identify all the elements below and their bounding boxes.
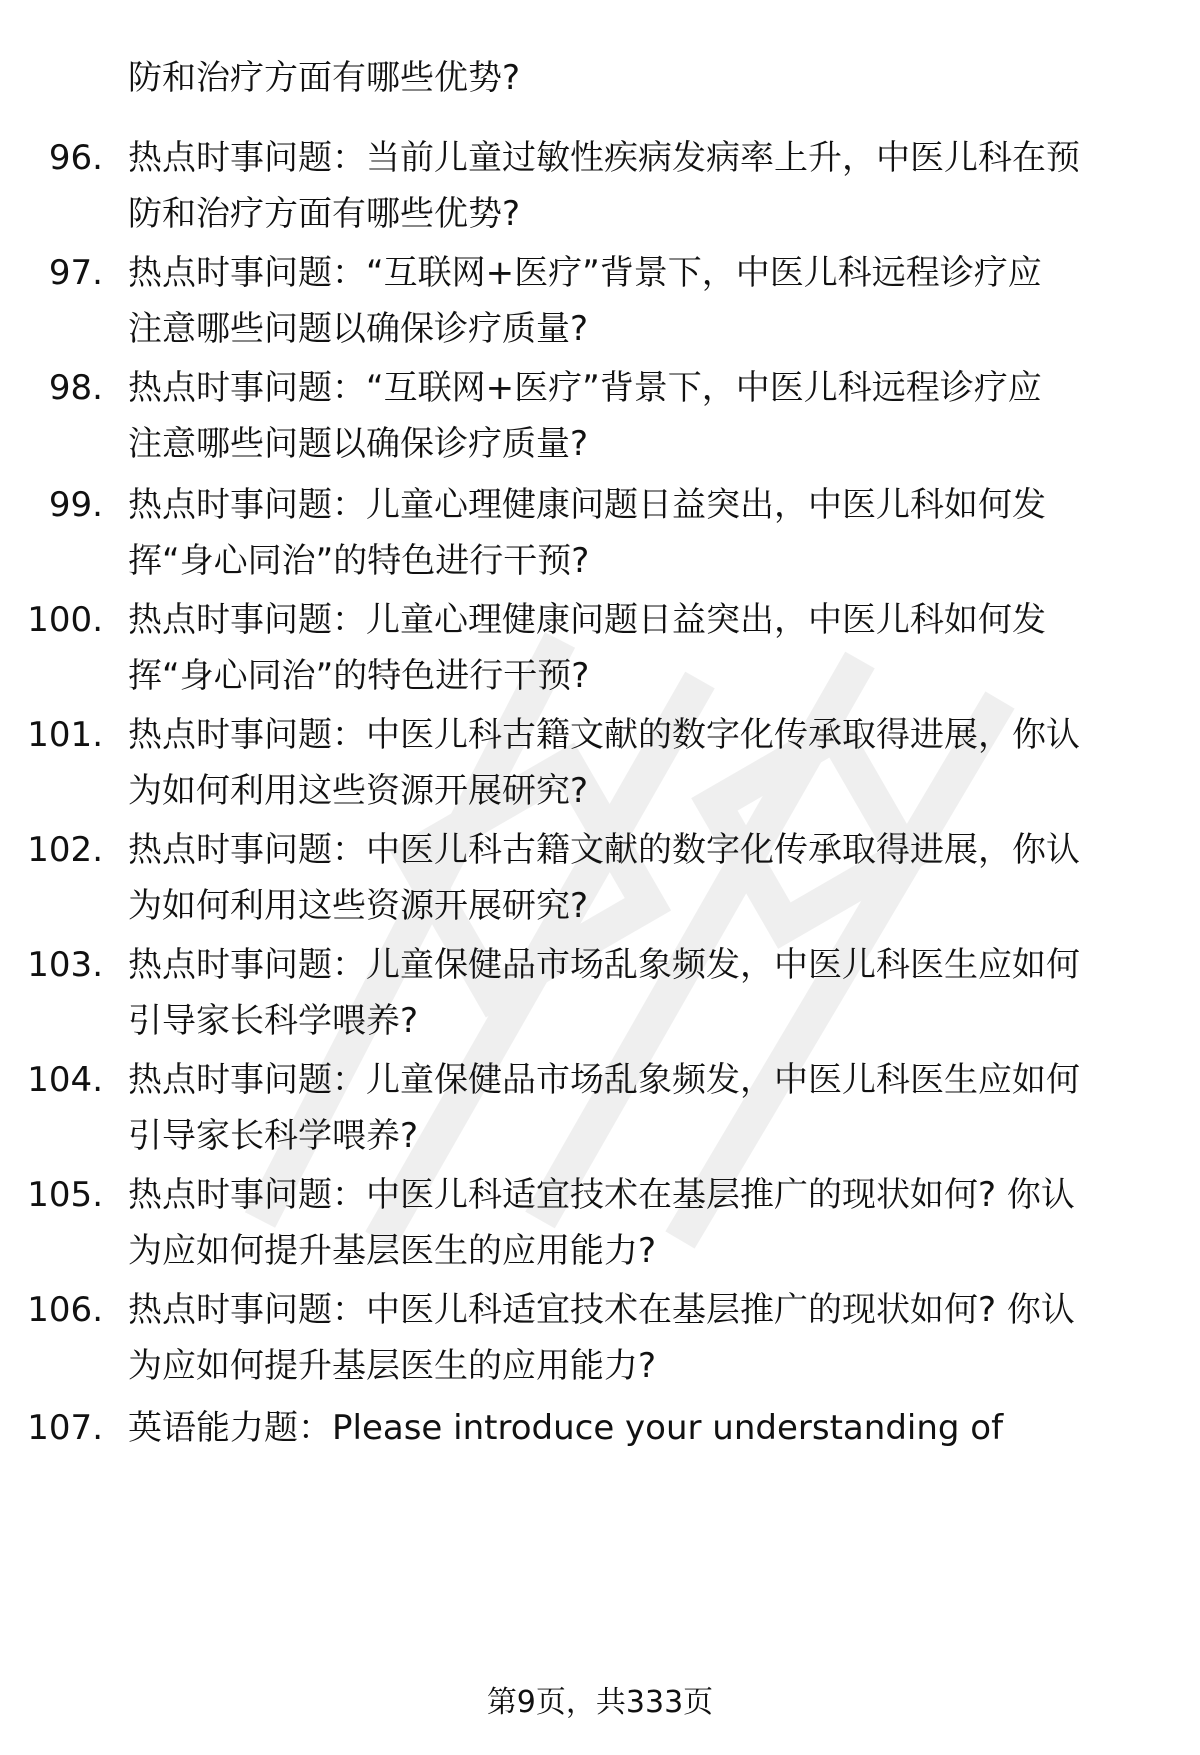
question-number: 99. (48, 485, 103, 525)
question-text-line: 热点时事问题：当前儿童过敏性疾病发病率上升，中医儿科在预 (128, 138, 1080, 178)
question-text-line: 挥“身心同治”的特色进行干预? (128, 541, 590, 581)
question-text-line: 为应如何提升基层医生的应用能力? (128, 1346, 657, 1386)
question-number: 107. (27, 1408, 103, 1448)
question-number: 103. (27, 945, 103, 985)
question-text-line: 热点时事问题：儿童保健品市场乱象频发，中医儿科医生应如何 (128, 1060, 1080, 1100)
question-text-line: 为如何利用这些资源开展研究? (128, 771, 589, 811)
question-number: 104. (27, 1060, 103, 1100)
question-number: 102. (27, 830, 103, 870)
question-text-line: 热点时事问题：中医儿科适宜技术在基层推广的现状如何? 你认 (128, 1290, 1075, 1330)
question-number: 105. (27, 1175, 103, 1215)
question-text-line: 热点时事问题：儿童心理健康问题日益突出，中医儿科如何发 (128, 600, 1046, 640)
question-text-line: 注意哪些问题以确保诊疗质量? (128, 309, 589, 349)
question-text-line: 热点时事问题：儿童保健品市场乱象频发，中医儿科医生应如何 (128, 945, 1080, 985)
question-text-line: 热点时事问题：儿童心理健康问题日益突出，中医儿科如何发 (128, 485, 1046, 525)
question-text-line: 为如何利用这些资源开展研究? (128, 886, 589, 926)
question-text-line: 英语能力题：Please introduce your understanding of (128, 1408, 1004, 1448)
question-text-line: 引导家长科学喂养? (128, 1116, 419, 1156)
question-text-line: 为应如何提升基层医生的应用能力? (128, 1231, 657, 1271)
question-number: 100. (27, 600, 103, 640)
question-text-line: 热点时事问题：中医儿科适宜技术在基层推广的现状如何? 你认 (128, 1175, 1075, 1215)
question-text-line: 热点时事问题：中医儿科古籍文献的数字化传承取得进展，你认 (128, 715, 1080, 755)
question-text-line: 引导家长科学喂养? (128, 1001, 419, 1041)
question-text-line: 挥“身心同治”的特色进行干预? (128, 656, 590, 696)
question-number: 101. (27, 715, 103, 755)
question-text-line: 防和治疗方面有哪些优势? (128, 58, 521, 98)
question-text-line: 热点时事问题：中医儿科古籍文献的数字化传承取得进展，你认 (128, 830, 1080, 870)
question-text-line: 注意哪些问题以确保诊疗质量? (128, 424, 589, 464)
question-text-line: 热点时事问题：“互联网+医疗”背景下，中医儿科远程诊疗应 (128, 253, 1042, 293)
page-footer: 第9页，共333页 (486, 1685, 714, 1720)
question-number: 96. (48, 138, 103, 178)
question-number: 97. (48, 253, 103, 293)
question-number: 98. (48, 368, 103, 408)
question-text-line: 热点时事问题：“互联网+医疗”背景下，中医儿科远程诊疗应 (128, 368, 1042, 408)
question-text-line: 防和治疗方面有哪些优势? (128, 194, 521, 234)
question-number: 106. (27, 1290, 103, 1330)
